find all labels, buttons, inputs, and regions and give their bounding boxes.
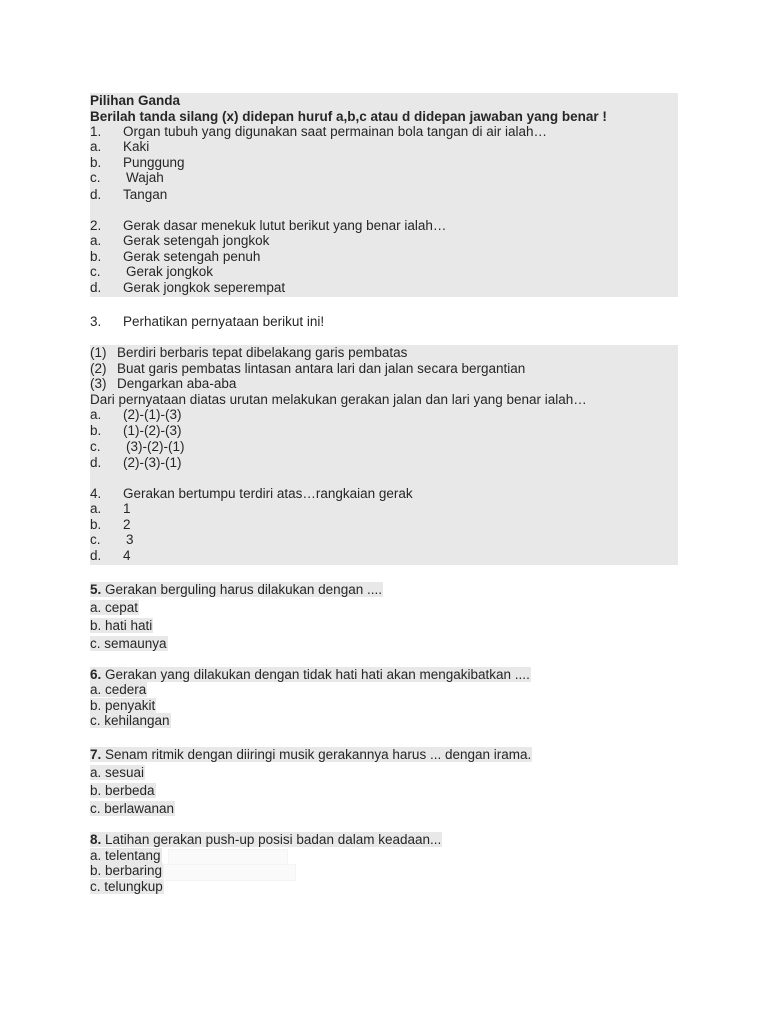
question-text: Senam ritmik dengan diiringi musik gerakannya harus ... dengan irama. xyxy=(105,747,532,762)
q7-option-b: b. berbeda xyxy=(90,783,155,798)
question-4 xyxy=(90,486,413,502)
page-title: Pilihan Ganda xyxy=(90,93,181,108)
q4-option-c xyxy=(90,532,134,548)
statement-text: Berdiri berbaris tepat dibelakang garis pembatas xyxy=(117,345,408,360)
question-2 xyxy=(90,218,446,234)
q1-option-a xyxy=(90,139,149,155)
statement-number: (3) xyxy=(90,376,107,391)
question-1 xyxy=(90,124,547,140)
option-letter: b. xyxy=(90,517,102,532)
statement-number: (1) xyxy=(90,345,107,360)
q1-option-c xyxy=(90,170,164,186)
statement-text: Buat garis pembatas lintasan antara lari dan jalan secara bergantian xyxy=(117,361,526,376)
question-text: Organ tubuh yang digunakan saat permainan bola tangan di air ialah… xyxy=(123,124,548,139)
q4-option-d xyxy=(90,548,131,564)
question-5 xyxy=(90,582,383,598)
option-text: Wajah xyxy=(126,170,164,185)
option-text: Punggung xyxy=(123,155,185,170)
q5-option-b: b. hati hati xyxy=(90,618,153,633)
option-letter: b. xyxy=(90,155,102,170)
q2-option-d xyxy=(90,280,285,296)
q8-option-c: c. telungkup xyxy=(90,879,163,894)
question-text: Gerakan yang dilakukan dengan tidak hati hati akan mengakibatkan .... xyxy=(105,667,530,682)
question-8 xyxy=(90,832,442,848)
option-letter: a. xyxy=(90,501,102,516)
option-text: 4 xyxy=(123,548,131,563)
q8-option-b: b. berbaring xyxy=(90,863,163,878)
question-text: Latihan gerakan push-up posisi badan dalam keadaan... xyxy=(105,832,442,847)
q5-option-c: c. semaunya xyxy=(90,636,167,651)
q3-option-c xyxy=(90,439,185,455)
option-letter: a. xyxy=(90,139,102,154)
question-number: 3. xyxy=(90,314,102,329)
question-7 xyxy=(90,747,532,763)
q5-option-a: a. cepat xyxy=(90,600,139,615)
option-text: (1)-(2)-(3) xyxy=(123,423,182,438)
question-text: Gerak dasar menekuk lutut berikut yang benar ialah… xyxy=(123,218,447,233)
question-text: Gerakan berguling harus dilakukan dengan .... xyxy=(105,582,382,597)
statement-text: Dengarkan aba-aba xyxy=(117,376,237,391)
option-letter: b. xyxy=(90,249,102,264)
statement-number: (2) xyxy=(90,361,107,376)
q7-option-c: c. berlawanan xyxy=(90,801,175,816)
option-letter: c. xyxy=(90,439,101,454)
option-text: Kaki xyxy=(123,139,150,154)
q3-option-d xyxy=(90,455,182,471)
q3-option-a xyxy=(90,407,182,423)
question-number: 6. xyxy=(90,667,102,682)
option-text: 1 xyxy=(123,501,131,516)
option-letter: d. xyxy=(90,280,102,295)
q3-prompt: Dari pernyataan diatas urutan melakukan gerakan jalan dan lari yang benar ialah… xyxy=(90,392,587,407)
option-text: Gerak setengah penuh xyxy=(123,249,261,264)
option-letter: d. xyxy=(90,548,102,563)
option-letter: a. xyxy=(90,233,102,248)
question-number: 5. xyxy=(90,582,102,597)
question-number: 7. xyxy=(90,747,102,762)
option-text: Tangan xyxy=(123,187,168,202)
option-letter: b. xyxy=(90,423,102,438)
option-text: 3 xyxy=(126,532,134,547)
option-letter: c. xyxy=(90,170,101,185)
question-text: Perhatikan pernyataan berikut ini! xyxy=(123,314,325,329)
option-text: (3)-(2)-(1) xyxy=(126,439,185,454)
option-text: Gerak jongkok seperempat xyxy=(123,280,286,295)
q4-option-b xyxy=(90,517,131,533)
q2-option-c xyxy=(90,264,213,280)
q6-option-b: b. penyakit xyxy=(90,698,156,713)
q1-option-b xyxy=(90,155,185,171)
q6-option-a: a. cedera xyxy=(90,682,147,697)
option-letter: c. xyxy=(90,532,101,547)
question-text: Gerakan bertumpu terdiri atas…rangkaian gerak xyxy=(123,486,413,501)
q7-option-a: a. sesuai xyxy=(90,765,145,780)
q3-option-b xyxy=(90,423,182,439)
question-number: 8. xyxy=(90,832,102,847)
question-number: 4. xyxy=(90,486,102,501)
option-letter: d. xyxy=(90,455,102,470)
question-number: 1. xyxy=(90,124,102,139)
question-3 xyxy=(90,314,324,330)
question-6 xyxy=(90,667,531,683)
q2-option-a xyxy=(90,233,269,249)
option-letter: c. xyxy=(90,264,101,279)
option-text: Gerak setengah jongkok xyxy=(123,233,270,248)
question-number: 2. xyxy=(90,218,102,233)
option-text: Gerak jongkok xyxy=(126,264,214,279)
option-text: (2)-(3)-(1) xyxy=(123,455,182,470)
q8-option-a: a. telentang xyxy=(90,848,161,863)
q6-option-c: c. kehilangan xyxy=(90,713,170,728)
option-text: 2 xyxy=(123,517,131,532)
q1-option-d xyxy=(90,187,167,203)
q3-statement-1 xyxy=(90,345,407,361)
empty-cell xyxy=(163,864,296,881)
q2-option-b xyxy=(90,249,260,265)
q4-option-a xyxy=(90,501,131,517)
option-letter: a. xyxy=(90,407,102,422)
q3-statement-3 xyxy=(90,376,236,392)
instruction: Berilah tanda silang (x) didepan huruf a,b,c atau d didepan jawaban yang benar ! xyxy=(90,109,607,124)
q3-statement-2 xyxy=(90,361,525,377)
option-text: (2)-(1)-(3) xyxy=(123,407,182,422)
option-letter: d. xyxy=(90,187,102,202)
